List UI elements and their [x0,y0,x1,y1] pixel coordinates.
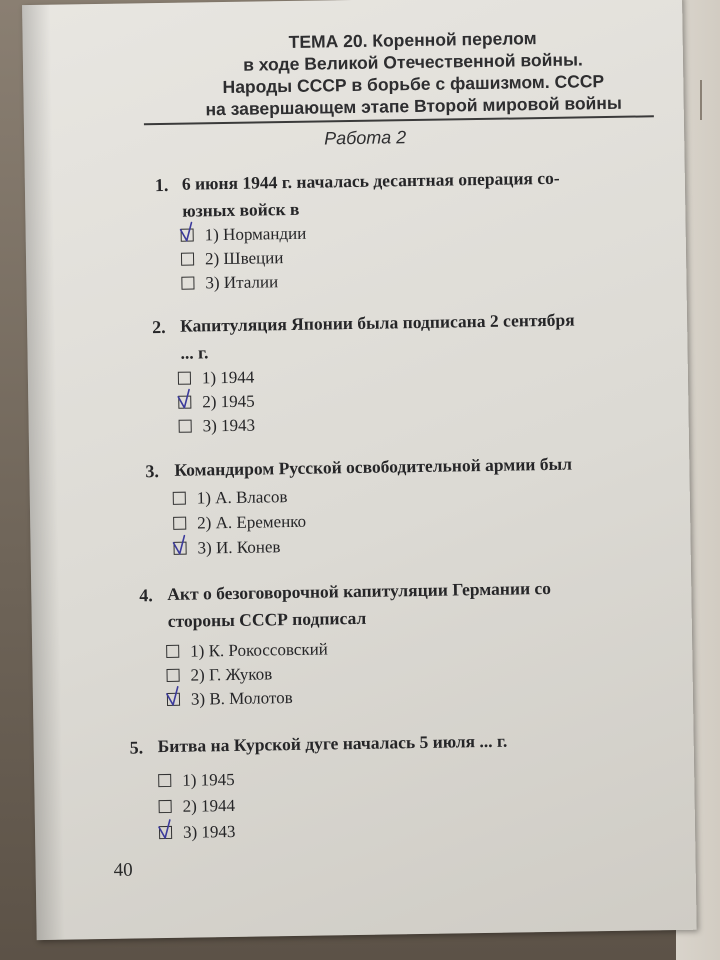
facing-page-mark [700,80,702,120]
checkbox[interactable] [166,669,179,682]
question-text-line: Командиром Русской освободительной армии был [174,453,573,480]
checkbox[interactable] [173,542,186,555]
checkbox[interactable] [166,645,179,658]
option-label: 3) И. Конев [197,537,281,558]
option-1[interactable] [158,769,235,792]
option-3[interactable] [181,271,278,295]
handwritten-check-icon [164,685,186,709]
checkbox[interactable] [167,693,180,706]
checkbox[interactable] [158,774,171,787]
option-1[interactable] [166,638,328,663]
option-label: 2) Швеции [204,248,284,269]
question-text-line: 6 июня 1944 г. началась десантная операция со- [181,167,560,194]
checkbox[interactable] [178,372,191,385]
question-number: 3. [145,461,160,482]
option-label: 1) 1944 [201,367,255,388]
option-label: 2) А. Еременко [197,511,307,533]
checkbox[interactable] [159,826,172,839]
option-2[interactable] [178,391,255,414]
workbook-page [22,0,697,940]
option-label: 3) В. Молотов [190,688,293,709]
question-text-line: ... г. [180,342,209,363]
question-text [182,163,673,225]
option-2[interactable] [181,247,284,271]
topic-line-1: ТЕМА 20. Коренной перелом [288,28,537,52]
option-3[interactable] [179,415,256,438]
question-text-line: стороны СССР подписал [167,607,367,631]
checkbox[interactable] [181,253,194,266]
question-text [157,725,697,760]
option-label: 3) 1943 [202,415,256,436]
checkbox[interactable] [173,492,186,505]
topic-heading [172,25,653,121]
checkbox[interactable] [181,277,194,290]
checkbox[interactable] [159,800,172,813]
handwritten-check-icon [156,818,178,842]
handwritten-check-icon [175,387,197,411]
option-3[interactable] [159,821,236,844]
option-label: 2) 1944 [182,795,236,816]
question-number: 2. [151,316,166,338]
question-text-line: Акт о безоговорочной капитуляции Германии со [167,577,552,604]
topic-line-2: в ходе Великой Отечественной войны. [243,49,583,75]
option-2[interactable] [158,795,235,818]
topic-line-3: Народы СССР в борьбе с фашизмом. СССР [222,71,605,98]
option-2[interactable] [166,663,272,687]
question-text-line: Битва на Курской дуге началась 5 июля ... г. [157,730,508,757]
option-label: 1) Нормандии [204,223,307,245]
question-text [167,573,688,635]
handwritten-check-icon [170,534,192,558]
checkbox[interactable] [179,420,192,433]
checkbox[interactable] [181,229,194,242]
option-label: 2) 1945 [202,391,255,412]
question-number: 5. [129,737,144,758]
option-label: 1) А. Власов [196,487,288,508]
option-label: 3) Италии [205,272,279,293]
option-label: 1) 1945 [182,769,235,790]
option-3[interactable] [173,536,280,560]
handwritten-check-icon [177,220,199,244]
page-number: 40 [113,859,133,881]
option-label: 1) К. Рокоссовский [190,639,328,661]
option-label: 2) Г. Жуков [190,664,273,685]
option-1[interactable] [173,486,288,510]
work-title: Работа 2 [324,127,407,149]
option-1[interactable] [181,223,307,247]
question-number: 4. [139,585,153,606]
checkbox[interactable] [173,517,186,530]
option-label: 3) 1943 [182,821,236,842]
option-1[interactable] [178,367,255,390]
question-text [174,449,684,484]
question-number: 1. [154,174,169,196]
question-text [180,305,681,367]
question-text-line: юзных войск в [182,198,300,221]
option-2[interactable] [173,511,306,535]
topic-line-4: на завершающем этапе Второй мировой войны [205,92,623,120]
checkbox[interactable] [178,396,191,409]
option-3[interactable] [167,687,293,711]
question-text-line: Капитуляция Японии была подписана 2 сентября [179,309,575,336]
